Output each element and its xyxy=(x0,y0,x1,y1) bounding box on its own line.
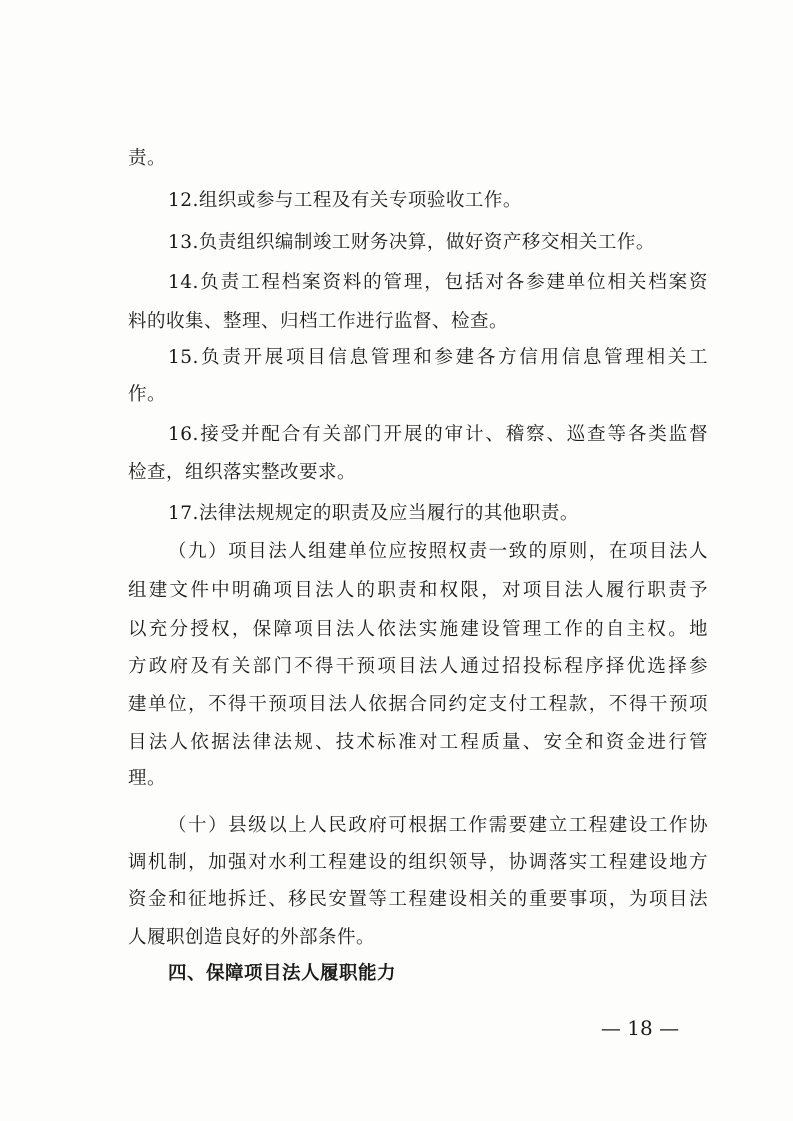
paragraph-line: 建单位，不得干预项目法人依据合同约定支付工程款，不得干预项 xyxy=(128,694,708,715)
paragraph-line: 15.负责开展项目信息管理和参建各方信用信息管理相关工 xyxy=(168,347,708,368)
section-heading: 四、保障项目法人履职能力 xyxy=(168,963,397,984)
paragraph-line: 调机制，加强对水利工程建设的组织领导，协调落实工程建设地方 xyxy=(128,852,708,873)
paragraph-line: 人履职创造良好的外部条件。 xyxy=(128,927,376,948)
paragraph-line: 责。 xyxy=(128,148,167,169)
paragraph-line: 理。 xyxy=(128,768,167,789)
paragraph-line: 17.法律法规规定的职责及应当履行的其他职责。 xyxy=(168,503,579,524)
paragraph-line: 资金和征地拆迁、移民安置等工程建设相关的重要事项，为项目法 xyxy=(128,889,708,910)
paragraph-line: 料的收集、整理、归档工作进行监督、检查。 xyxy=(128,311,509,332)
paragraph-line: 作。 xyxy=(128,384,167,405)
paragraph-line: 12.组织或参与工程及有关专项验收工作。 xyxy=(168,190,522,211)
paragraph-line: 组建文件中明确项目法人的职责和权限，对项目法人履行职责予 xyxy=(128,580,708,601)
paragraph-line: 目法人依据法律法规、技术标准对工程质量、安全和资金进行管 xyxy=(128,732,708,753)
paragraph-line: 以充分授权，保障项目法人依法实施建设管理工作的自主权。地 xyxy=(128,619,708,640)
paragraph-line: 方政府及有关部门不得干预项目法人通过招投标程序择优选择参 xyxy=(128,656,708,677)
paragraph-line: （九）项目法人组建单位应按照权责一致的原则，在项目法人 xyxy=(168,541,708,562)
paragraph-line: 16.接受并配合有关部门开展的审计、稽察、巡查等各类监督 xyxy=(168,424,708,445)
paragraph-line: 14.负责工程档案资料的管理，包括对各参建单位相关档案资 xyxy=(168,272,708,293)
paragraph-line: 13.负责组织编制竣工财务决算，做好资产移交相关工作。 xyxy=(168,232,655,253)
page-number: — 18 — xyxy=(600,1016,680,1040)
paragraph-line: 检查，组织落实整改要求。 xyxy=(128,462,357,483)
paragraph-line: （十）县级以上人民政府可根据工作需要建立工程建设工作协 xyxy=(168,815,708,836)
